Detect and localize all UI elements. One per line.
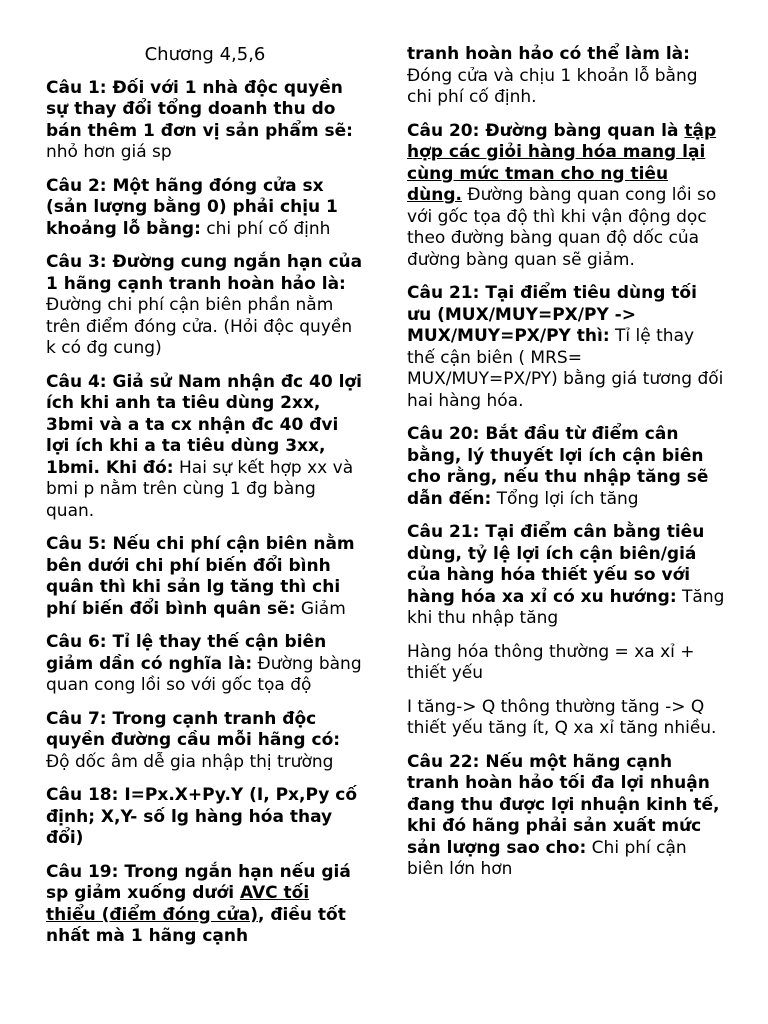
question-text: Câu 22: Nếu một hãng cạnh tranh hoàn hảo tối đa lợi nhuận đang thu được lợi nhuận kinh tế, khi đó hãng phải sản xuất mức sản lượng sao cho: <box>407 751 720 858</box>
answer-text: Đường bàng quan cong lồi so với gốc tọa độ <box>46 653 362 695</box>
question-19-continued <box>407 44 725 109</box>
question-20-income <box>407 424 725 510</box>
question-21-equilibrium <box>407 522 725 630</box>
question-text: Câu 1: Đối với 1 nhà độc quyền sự thay đổi tổng doanh thu do bán thêm 1 đơn vị sản phẩm sẽ: <box>46 77 353 141</box>
question-text: Câu 20: Đường bàng quan là <box>407 120 685 141</box>
question-2 <box>46 176 364 241</box>
question-22 <box>407 752 725 881</box>
question-19 <box>46 862 364 948</box>
answer-text: Tổng lợi ích tăng <box>491 488 639 509</box>
question-text: Câu 21: Tại điểm cân bằng tiêu dùng, tỷ lệ lợi ích cận biên/giá của hàng hóa thiết yếu so với hàng hóa xa xỉ có xu hướng: <box>407 522 705 607</box>
note-text: I tăng-> Q thông thường tăng -> Q thiết yếu tăng ít, Q xa xỉ tăng nhiều. <box>407 696 717 738</box>
question-20-indifference-curve <box>407 121 725 272</box>
question-18 <box>46 785 364 850</box>
question-5 <box>46 534 364 620</box>
question-text: Câu 3: Đường cung ngắn hạn của 1 hãng cạnh tranh hoàn hảo là: <box>46 252 363 294</box>
question-7 <box>46 709 364 774</box>
question-text: Câu 2: Một hãng đóng cửa sx (sản lượng bằng 0) phải chịu 1 khoảng lỗ bằng: <box>46 175 338 239</box>
question-text: Câu 21: Tại điểm tiêu dùng tối ưu (MUX/MUY=PX/PY -> MUX/MUY=PX/PY thì: <box>407 283 697 346</box>
question-1 <box>46 78 364 164</box>
note-text: Hàng hóa thông thường = xa xỉ + thiết yếu <box>407 641 695 683</box>
question-3 <box>46 252 364 360</box>
page-title: Chương 4,5,6 <box>144 44 266 65</box>
question-4 <box>46 372 364 523</box>
note-normal-goods <box>407 642 725 685</box>
left-column <box>46 0 364 960</box>
answer-text: Đóng cửa và chịu 1 khoản lỗ bằng chi phí cố định. <box>407 65 698 107</box>
answer-text: Đường chi phí cận biên phần nằm trên điểm đóng cửa. (Hỏi độc quyền k có đg cung) <box>46 295 353 358</box>
answer-text: chi phí cố định <box>200 218 331 239</box>
question-text-continued: , điều tốt nhất mà 1 hãng cạnh <box>46 904 346 946</box>
answer-text: Hai sự kết hợp xx và bmi p nằm trên cùng 1 đg bàng quan. <box>46 457 354 521</box>
answer-text: Tăng khi thu nhập tăng <box>407 586 725 628</box>
question-text: Câu 6: Tỉ lệ thay thế cận biên giảm dần có nghĩa là: <box>46 632 327 674</box>
question-6 <box>46 632 364 697</box>
answer-text: Giảm <box>295 598 346 619</box>
question-text: tranh hoàn hảo có thể làm là: <box>407 44 690 64</box>
question-text: Câu 5: Nếu chi phí cận biên nằm bên dưới chi phí biến đổi bình quân thì khi sản lg tăng thì chi phí biến đổi bình quân sẽ: <box>46 534 355 619</box>
right-column <box>407 0 725 893</box>
answer-text: Đường bàng quan cong lồi so với gốc tọa độ thì khi vận động dọc theo đường bàng quan độ dốc của đường bàng quan sẽ giảm. <box>407 185 717 270</box>
answer-text: Chi phí cận biên lớn hơn <box>407 837 687 879</box>
question-text: Câu 7: Trong cạnh tranh độc quyền đường cầu mỗi hãng có: <box>46 708 341 750</box>
question-text: Câu 19: Trong ngắn hạn nếu giá sp giảm xuống dưới <box>46 861 351 903</box>
question-text: Câu 4: Giả sử Nam nhận đc 40 lợi ích khi anh ta tiêu dùng 2xx, 3bmi và a ta cx nhận đc 40 đvi lợi ích khi a ta tiêu dùng 3xx, 1bmi. Khi đó: <box>46 371 362 478</box>
answer-text: Tỉ lệ thay thế cận biên ( MRS= MUX/MUY=PX/PY) bằng giá tương đối hai hàng hóa. <box>407 326 724 411</box>
question-text: Câu 20: Bắt đầu từ điểm cân bằng, lý thuyết lợi ích cận biên cho rằng, nếu thu nhập tăng sẽ dẫn đến: <box>407 424 709 509</box>
question-underlined-text: tập hợp các giỏi hàng hóa mang lại cùng mức tman cho ng tiêu dùng. <box>407 120 717 205</box>
question-underlined-text: AVC tối thiểu (điểm đóng cửa) <box>46 883 310 925</box>
question-21-optimal <box>407 283 725 412</box>
answer-text: Độ dốc âm dễ gia nhập thị trường <box>46 751 334 772</box>
answer-text: nhỏ hơn giá sp <box>46 142 172 162</box>
question-text: Câu 18: I=Px.X+Py.Y (I, Px,Py cố định; X,Y- số lg hàng hóa thay đổi) <box>46 785 358 848</box>
note-income-effect <box>407 697 725 740</box>
